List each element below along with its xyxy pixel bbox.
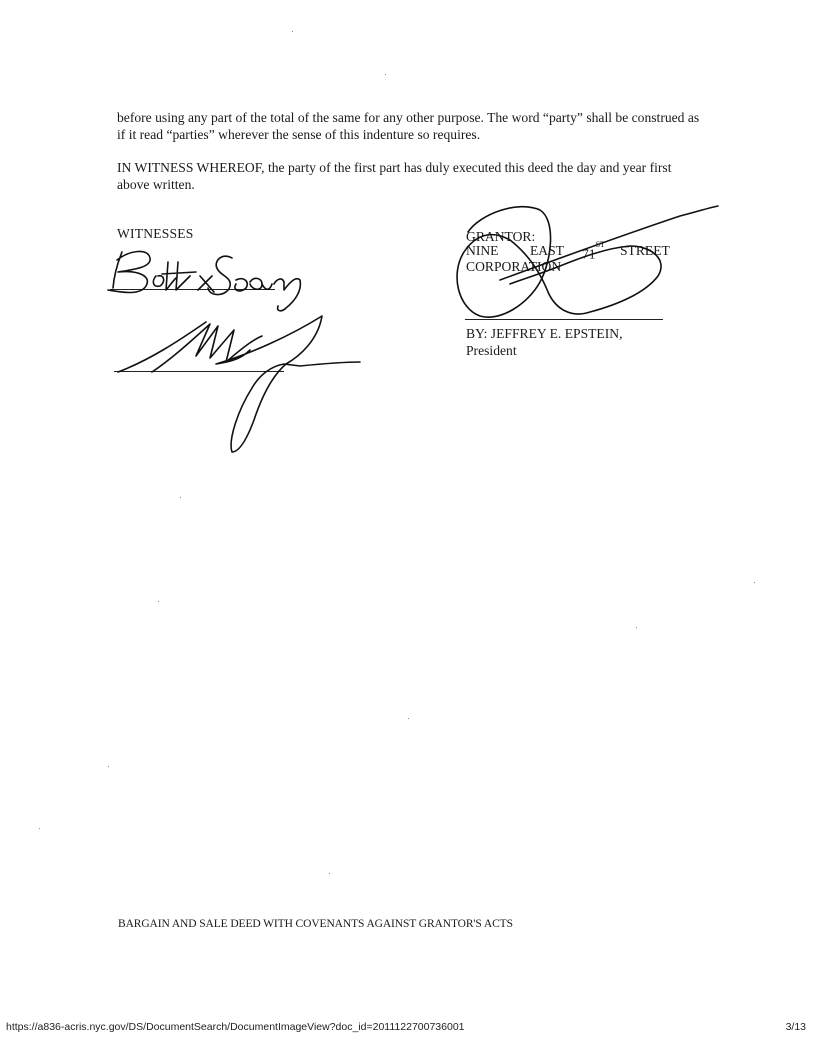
scan-speck [180, 497, 181, 498]
grantor-street-number [582, 242, 605, 263]
grantor-name-word: EAST [530, 243, 564, 258]
deed-type-footer: BARGAIN AND SALE DEED WITH COVENANTS AGAINST GRANTOR'S ACTS [118, 918, 513, 930]
grantor-signatory-title: President [466, 343, 517, 358]
scan-speck [636, 627, 637, 628]
scan-speck [108, 766, 109, 767]
scan-speck [329, 873, 330, 874]
scan-speck [754, 582, 755, 583]
print-footer-page-number: 3/13 [785, 1021, 806, 1033]
witness-signature-line-2 [114, 371, 284, 372]
scan-speck [39, 828, 40, 829]
scan-speck [385, 74, 386, 75]
scan-speck [158, 601, 159, 602]
witness-signature-2 [118, 316, 360, 452]
closing-paragraph: before using any part of the total of the same for any other purpose. The word “party” shall be construed as if it read “parties” wherever the sense of this indenture so requires. [117, 110, 700, 142]
grantor-name-line-2: CORPORATION [466, 259, 562, 274]
street-number: 71 [582, 246, 596, 262]
print-footer-url: https://a836-acris.nyc.gov/DS/DocumentSearch/DocumentImageView?doc_id=2011122700736001 [6, 1021, 465, 1033]
scan-speck [408, 718, 409, 719]
witness-signature-1 [108, 251, 300, 310]
ordinal-suffix: ST [595, 240, 605, 249]
grantor-label: GRANTOR: [466, 229, 536, 244]
witness-signature-line-1 [110, 289, 275, 290]
grantor-name-word: STREET [620, 243, 670, 258]
grantor-signatory: BY: JEFFREY E. EPSTEIN, [466, 326, 623, 341]
grantor-signature-line [465, 319, 663, 320]
grantor-name-word: NINE [466, 243, 499, 258]
witnesses-label: WITNESSES [117, 226, 194, 241]
in-witness-paragraph: IN WITNESS WHEREOF, the party of the first part has duly executed this deed the day and year first above written. [117, 160, 672, 192]
scan-speck [292, 31, 293, 32]
